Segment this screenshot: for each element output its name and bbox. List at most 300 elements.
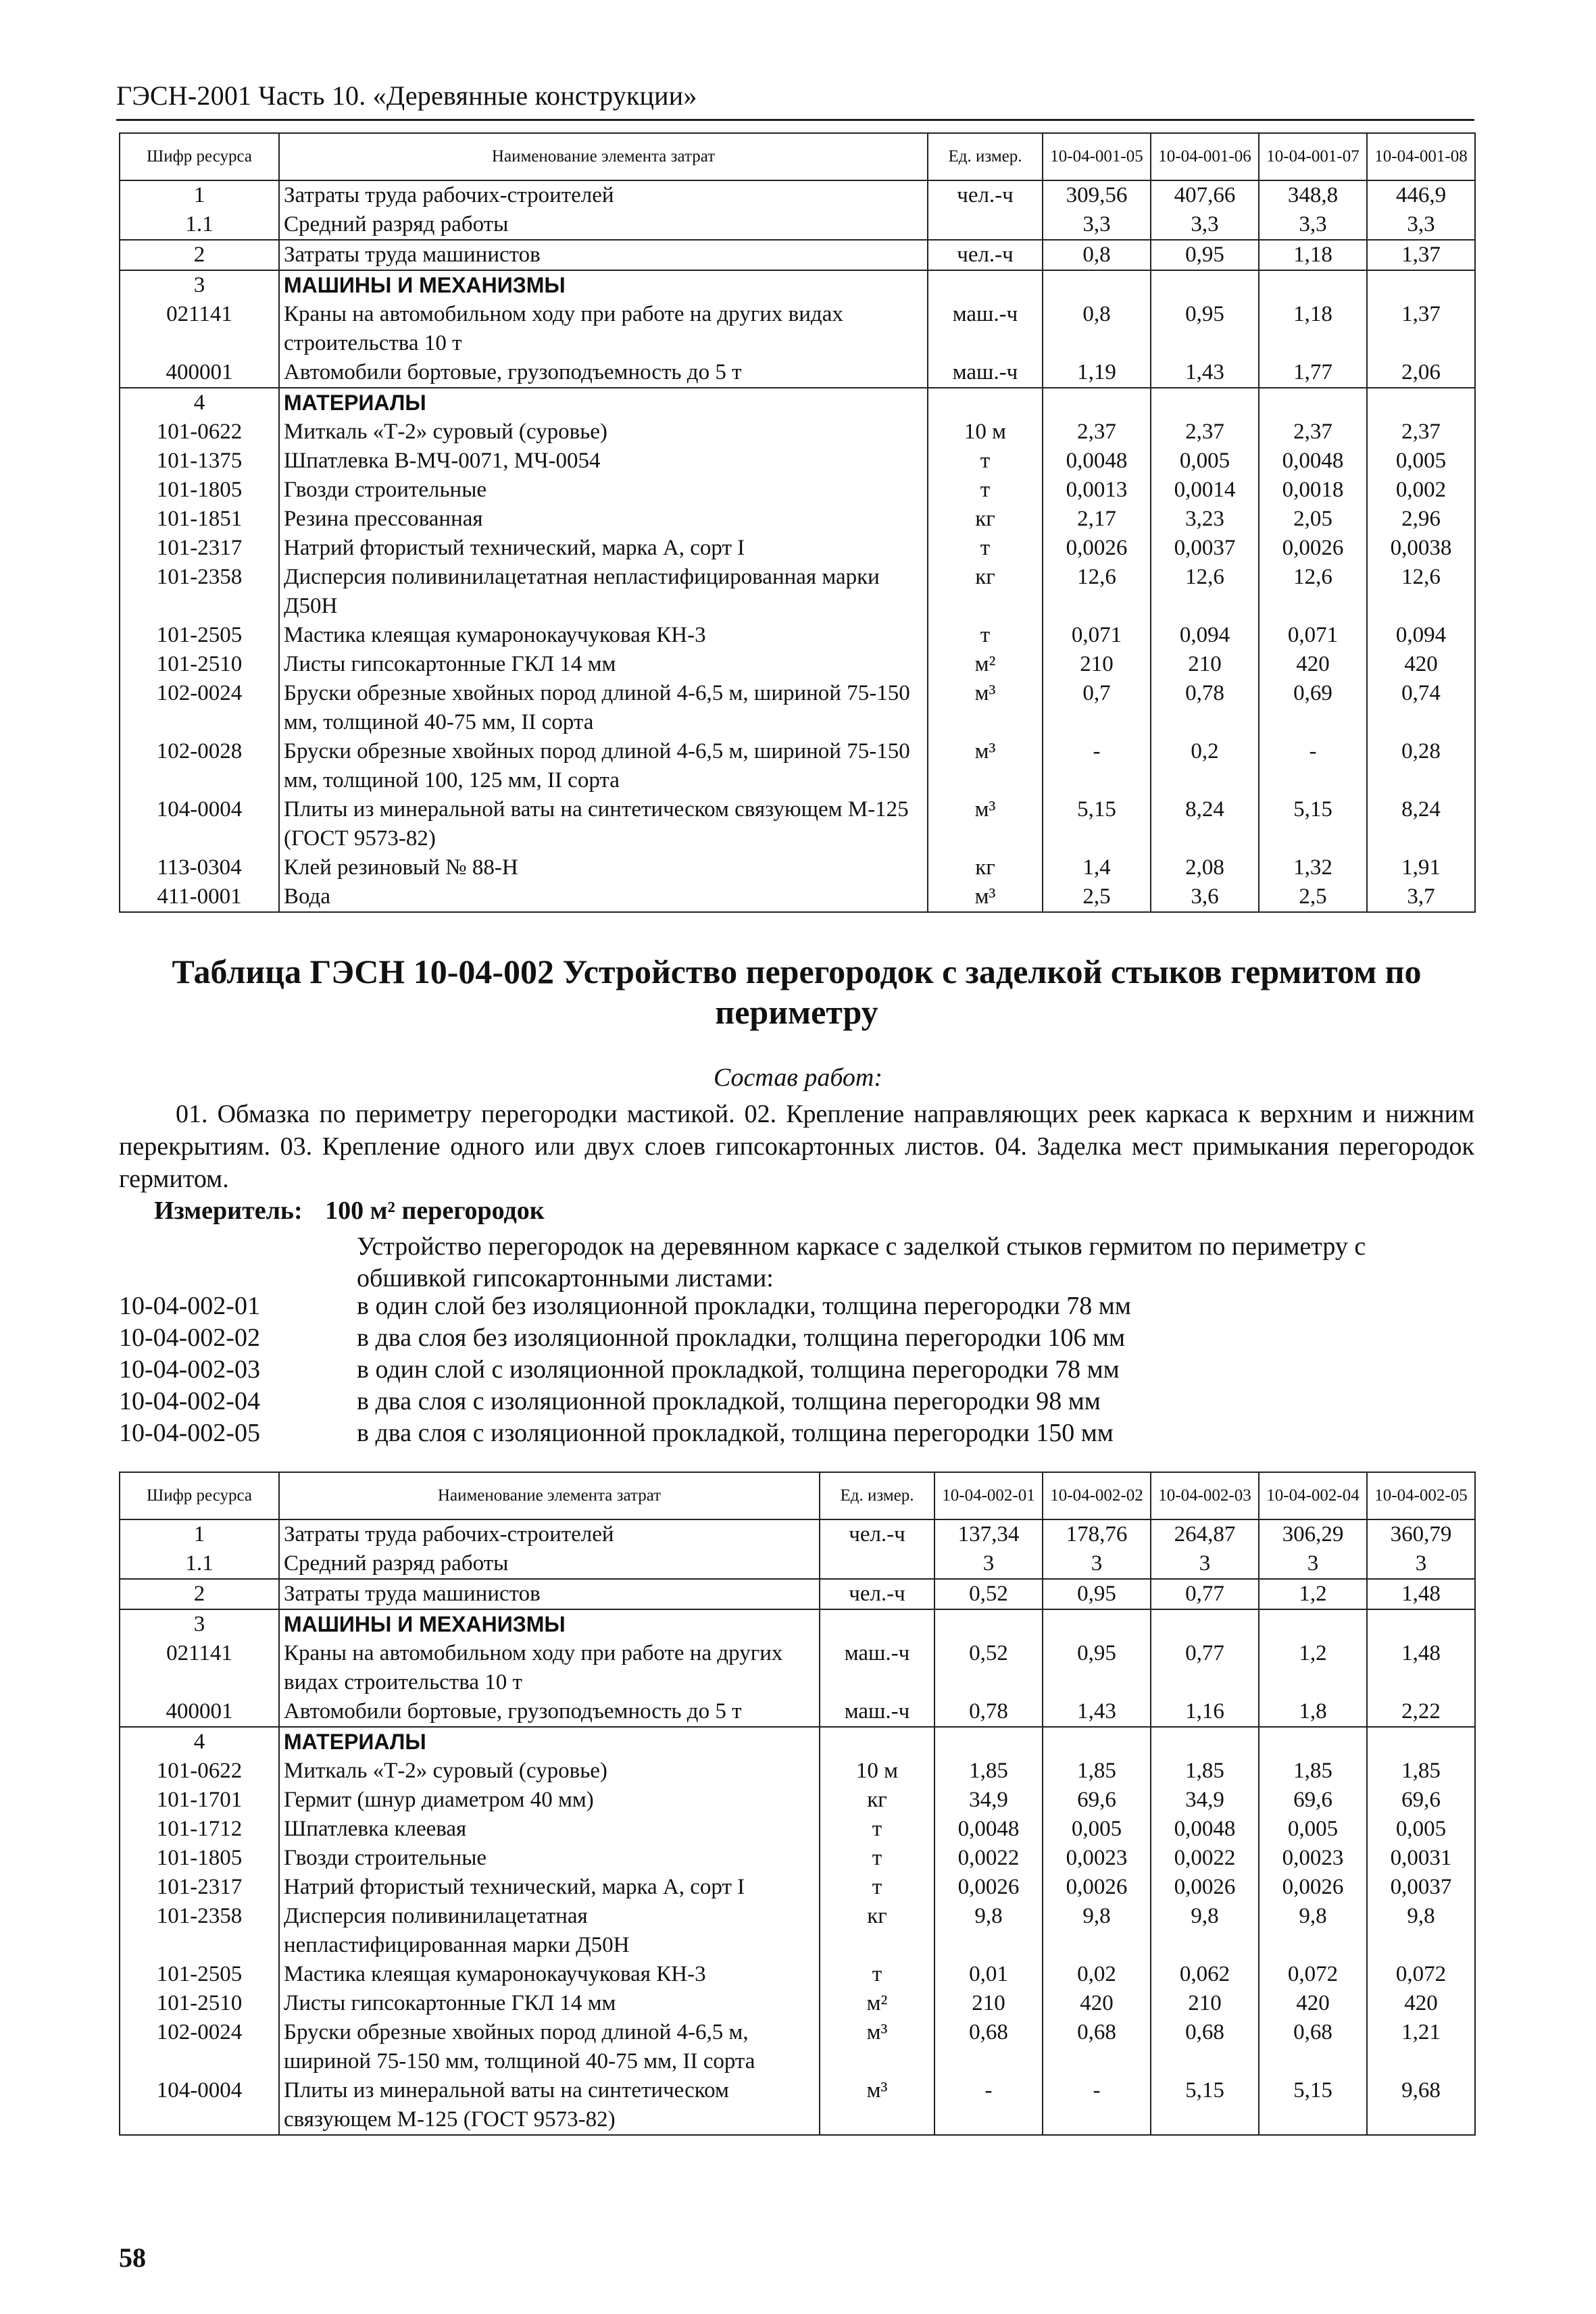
resource-name: Бруски обрезные хвойных пород длиной 4-6,5 м, шириной 75-150 мм, толщиной 100, 125 мм, II сорта	[279, 737, 928, 795]
norm-code-list	[119, 1290, 1474, 1449]
table-row	[120, 505, 1475, 534]
value-cell: 3	[1043, 1549, 1151, 1579]
value-cell: 0,52	[934, 1639, 1043, 1697]
resource-code: 102-0024	[120, 679, 279, 737]
resource-code: 1	[120, 1519, 279, 1549]
value-cell: 69,6	[1367, 1786, 1475, 1815]
value-cell: -	[1259, 737, 1367, 795]
resource-name: Гвозди строительные	[279, 1844, 820, 1873]
unit-cell	[928, 388, 1043, 418]
resource-name: Мастика клеящая кумаронокаучуковая КН-3	[279, 621, 928, 650]
header-col-1: 10-04-002-01	[934, 1472, 1043, 1519]
resource-code: 4	[120, 388, 279, 418]
table-row	[120, 476, 1475, 505]
value-cell: 1,21	[1367, 2018, 1475, 2076]
value-cell: 1,37	[1367, 300, 1475, 358]
resource-name: Затраты труда машинистов	[279, 240, 928, 270]
resource-code: 113-0304	[120, 853, 279, 882]
value-cell: 12,6	[1367, 563, 1475, 621]
value-cell: 0,094	[1151, 621, 1259, 650]
value-cell: 0,0048	[934, 1815, 1043, 1844]
resource-code: 1.1	[120, 210, 279, 240]
header-unit: Ед. измер.	[928, 133, 1043, 180]
value-cell: 1,91	[1367, 853, 1475, 882]
measure-label: Измеритель:	[154, 1197, 303, 1225]
value-cell	[934, 1609, 1043, 1639]
unit-cell: м³	[928, 679, 1043, 737]
value-cell: 12,6	[1259, 563, 1367, 621]
norm-code-description: в два слоя с изоляционной прокладкой, толщина перегородки 98 мм	[357, 1387, 1101, 1415]
norm-code-description: в один слой с изоляционной прокладкой, толщина перегородки 78 мм	[357, 1355, 1120, 1384]
table-row	[120, 679, 1475, 737]
table-row	[120, 853, 1475, 882]
norm-code-row	[119, 1290, 1474, 1322]
resource-code: 101-0622	[120, 418, 279, 447]
resource-name: Мастика клеящая кумаронокаучуковая КН-3	[279, 1960, 820, 1989]
value-cell: 0,69	[1259, 679, 1367, 737]
resource-code: 400001	[120, 1697, 279, 1727]
value-cell: 1,2	[1259, 1579, 1367, 1609]
resource-code: 104-0004	[120, 795, 279, 853]
unit-cell: т	[820, 1960, 934, 1989]
value-cell: 3	[934, 1549, 1043, 1579]
table-row	[120, 534, 1475, 563]
header-name: Наименование элемента затрат	[279, 1472, 820, 1519]
resource-code: 101-2510	[120, 1989, 279, 2018]
value-cell: 420	[1367, 650, 1475, 679]
value-cell: 3,3	[1043, 210, 1151, 240]
resource-name: Краны на автомобильном ходу при работе на других видах строительства 10 т	[279, 300, 928, 358]
norm-code-description: в один слой без изоляционной прокладки, толщина перегородки 78 мм	[357, 1292, 1131, 1320]
value-cell: -	[1043, 737, 1151, 795]
value-cell	[1367, 388, 1475, 418]
resource-code: 2	[120, 1579, 279, 1609]
value-cell: 0,0022	[1151, 1844, 1259, 1873]
value-cell: 0,78	[1151, 679, 1259, 737]
unit-cell: маш.-ч	[928, 358, 1043, 388]
value-cell: 0,78	[934, 1697, 1043, 1727]
unit-cell: м³	[928, 882, 1043, 912]
resource-name: Плиты из минеральной ваты на синтетическом связующем М-125 (ГОСТ 9573-82)	[279, 2076, 820, 2135]
work-composition-text: 01. Обмазка по периметру перегородки мастикой. 02. Крепление направляющих реек каркаса к верхним и нижним перекрытиям. 03. Крепление одного или двух слоев гипсокартонных листов. 04. Заделка мест примыкания перегородок гермитом.	[119, 1100, 1474, 1193]
resource-name: Гвозди строительные	[279, 476, 928, 505]
value-cell: 1,85	[1043, 1757, 1151, 1786]
unit-cell: чел.-ч	[820, 1519, 934, 1549]
unit-cell: т	[820, 1815, 934, 1844]
resource-code: 101-2317	[120, 1873, 279, 1902]
value-cell: 178,76	[1043, 1519, 1151, 1549]
value-cell: 446,9	[1367, 180, 1475, 210]
value-cell: 3,3	[1367, 210, 1475, 240]
unit-cell: т	[928, 476, 1043, 505]
value-cell: 5,15	[1259, 2076, 1367, 2135]
value-cell: 2,08	[1151, 853, 1259, 882]
resource-name: Шпатлевка клеевая	[279, 1815, 820, 1844]
value-cell: 0,0037	[1151, 534, 1259, 563]
resource-name: Затраты труда рабочих-строителей	[279, 180, 928, 210]
value-cell: 264,87	[1151, 1519, 1259, 1549]
value-cell: 0,77	[1151, 1579, 1259, 1609]
unit-cell	[928, 270, 1043, 300]
measure-line	[154, 1196, 545, 1226]
value-cell	[1367, 270, 1475, 300]
value-cell	[1043, 1727, 1151, 1757]
value-cell: 1,16	[1151, 1697, 1259, 1727]
value-cell	[1259, 1609, 1367, 1639]
value-cell: 1,32	[1259, 853, 1367, 882]
norm-code-description: в два слоя с изоляционной прокладкой, толщина перегородки 150 мм	[357, 1419, 1114, 1447]
resource-code: 102-0028	[120, 737, 279, 795]
value-cell	[1151, 1609, 1259, 1639]
norm-code-row	[119, 1322, 1474, 1354]
header-unit: Ед. измер.	[820, 1472, 934, 1519]
unit-cell: кг	[928, 505, 1043, 534]
value-cell: 5,15	[1043, 795, 1151, 853]
value-cell: 306,29	[1259, 1519, 1367, 1549]
value-cell: 1,8	[1259, 1697, 1367, 1727]
value-cell: 420	[1367, 1989, 1475, 2018]
table-row	[120, 795, 1475, 853]
value-cell: 2,05	[1259, 505, 1367, 534]
value-cell: 0,52	[934, 1579, 1043, 1609]
value-cell: 0,0026	[1259, 1873, 1367, 1902]
resource-name: Бруски обрезные хвойных пород длиной 4-6,5 м, шириной 75-150 мм, толщиной 40-75 мм, II сорта	[279, 679, 928, 737]
table-row	[120, 210, 1475, 240]
table-body	[120, 1519, 1475, 2135]
measure-value: 100 м² перегородок	[325, 1197, 545, 1225]
value-cell: 210	[1151, 650, 1259, 679]
unit-cell	[820, 1609, 934, 1639]
unit-cell: чел.-ч	[928, 180, 1043, 210]
unit-cell: маш.-ч	[820, 1697, 934, 1727]
value-cell: 0,95	[1043, 1579, 1151, 1609]
norm-code-description: в два слоя без изоляционной прокладки, толщина перегородки 106 мм	[357, 1324, 1126, 1352]
value-cell: 9,68	[1367, 2076, 1475, 2135]
header-col-3: 10-04-002-03	[1151, 1472, 1259, 1519]
value-cell: 1,85	[1259, 1757, 1367, 1786]
value-cell: 5,15	[1259, 795, 1367, 853]
value-cell	[1151, 388, 1259, 418]
value-cell: 9,8	[1043, 1902, 1151, 1960]
value-cell: 34,9	[934, 1786, 1043, 1815]
resource-code: 101-2358	[120, 1902, 279, 1960]
resource-name: Миткаль «Т-2» суровый (суровье)	[279, 418, 928, 447]
value-cell: 2,37	[1259, 418, 1367, 447]
unit-cell	[820, 1549, 934, 1579]
value-cell: 3,3	[1259, 210, 1367, 240]
value-cell: 0,005	[1367, 447, 1475, 476]
header-col-2: 10-04-001-06	[1151, 133, 1259, 180]
value-cell	[1151, 1727, 1259, 1757]
value-cell: 1,48	[1367, 1579, 1475, 1609]
value-cell: 9,8	[1151, 1902, 1259, 1960]
value-cell: 0,77	[1151, 1639, 1259, 1697]
value-cell: 2,37	[1151, 418, 1259, 447]
table-row	[120, 1902, 1475, 1960]
value-cell: 0,005	[1043, 1815, 1151, 1844]
unit-cell	[928, 210, 1043, 240]
table-row	[120, 1989, 1475, 2018]
value-cell: 210	[934, 1989, 1043, 2018]
value-cell: 1,18	[1259, 240, 1367, 270]
value-cell	[934, 1727, 1043, 1757]
norm-code-row	[119, 1354, 1474, 1386]
value-cell: 1,85	[934, 1757, 1043, 1786]
value-cell: 0,0022	[934, 1844, 1043, 1873]
resource-name: Клей резиновый № 88-Н	[279, 853, 928, 882]
norm-code: 10-04-002-03	[119, 1355, 260, 1384]
unit-cell: м³	[928, 737, 1043, 795]
value-cell: 0,8	[1043, 300, 1151, 358]
resource-code: 101-2317	[120, 534, 279, 563]
header-name: Наименование элемента затрат	[279, 133, 928, 180]
value-cell: 0,0026	[1043, 534, 1151, 563]
table-row	[120, 1960, 1475, 1989]
value-cell: 1,77	[1259, 358, 1367, 388]
table-row	[120, 1873, 1475, 1902]
value-cell: 0,0037	[1367, 1873, 1475, 1902]
value-cell: 0,005	[1259, 1815, 1367, 1844]
resource-code: 3	[120, 1609, 279, 1639]
unit-cell: кг	[928, 853, 1043, 882]
value-cell: 137,34	[934, 1519, 1043, 1549]
norm-code-row	[119, 1417, 1474, 1449]
value-cell: 2,37	[1043, 418, 1151, 447]
value-cell: 0,002	[1367, 476, 1475, 505]
unit-cell: кг	[820, 1786, 934, 1815]
header-col-1: 10-04-001-05	[1043, 133, 1151, 180]
value-cell: 2,17	[1043, 505, 1151, 534]
value-cell: 0,7	[1043, 679, 1151, 737]
value-cell	[1043, 388, 1151, 418]
value-cell	[1367, 1727, 1475, 1757]
unit-cell: м²	[820, 1989, 934, 2018]
table-row	[120, 1815, 1475, 1844]
value-cell: 34,9	[1151, 1786, 1259, 1815]
value-cell	[1151, 270, 1259, 300]
resource-name: Дисперсия поливинилацетатная непластифицированная марки Д50Н	[279, 1902, 820, 1960]
norm-code: 10-04-002-01	[119, 1292, 260, 1320]
unit-cell: маш.-ч	[928, 300, 1043, 358]
value-cell: 3	[1151, 1549, 1259, 1579]
value-cell: 1,43	[1043, 1697, 1151, 1727]
resource-code: 101-2505	[120, 1960, 279, 1989]
table-row	[120, 650, 1475, 679]
resource-code: 1	[120, 180, 279, 210]
value-cell: 3,7	[1367, 882, 1475, 912]
unit-cell: кг	[928, 563, 1043, 621]
table-row	[120, 1786, 1475, 1815]
value-cell: 1,43	[1151, 358, 1259, 388]
value-cell: 9,8	[1367, 1902, 1475, 1960]
resource-name: Гермит (шнур диаметром 40 мм)	[279, 1786, 820, 1815]
value-cell: 0,0048	[1043, 447, 1151, 476]
resource-code: 1.1	[120, 1549, 279, 1579]
value-cell: 0,28	[1367, 737, 1475, 795]
value-cell: 1,18	[1259, 300, 1367, 358]
value-cell: 3,23	[1151, 505, 1259, 534]
resource-name: Автомобили бортовые, грузоподъемность до 5 т	[279, 1697, 820, 1727]
resource-name: Автомобили бортовые, грузоподъемность до 5 т	[279, 358, 928, 388]
unit-cell: т	[928, 534, 1043, 563]
table-row	[120, 418, 1475, 447]
unit-cell	[820, 1727, 934, 1757]
unit-cell: т	[928, 621, 1043, 650]
resource-code: 101-1805	[120, 476, 279, 505]
resource-name: Листы гипсокартонные ГКЛ 14 мм	[279, 1989, 820, 2018]
resource-name: Натрий фтористый технический, марка А, сорт I	[279, 1873, 820, 1902]
value-cell: 0,094	[1367, 621, 1475, 650]
resource-name: МАТЕРИАЛЫ	[279, 388, 928, 418]
value-cell: 210	[1043, 650, 1151, 679]
resource-name: Резина прессованная	[279, 505, 928, 534]
table-row	[120, 358, 1475, 388]
resource-name: Затраты труда рабочих-строителей	[279, 1519, 820, 1549]
value-cell: 420	[1043, 1989, 1151, 2018]
value-cell: 9,8	[1259, 1902, 1367, 1960]
table-row	[120, 240, 1475, 270]
value-cell: 407,66	[1151, 180, 1259, 210]
resource-name: Миткаль «Т-2» суровый (суровье)	[279, 1757, 820, 1786]
value-cell: 348,8	[1259, 180, 1367, 210]
resource-name: МАТЕРИАЛЫ	[279, 1727, 820, 1757]
value-cell: 420	[1259, 1989, 1367, 2018]
value-cell: 1,4	[1043, 853, 1151, 882]
value-cell: 1,48	[1367, 1639, 1475, 1697]
value-cell: 0,0038	[1367, 534, 1475, 563]
value-cell: 0,68	[1259, 2018, 1367, 2076]
resource-name: Плиты из минеральной ваты на синтетическом связующем М-125 (ГОСТ 9573-82)	[279, 795, 928, 853]
value-cell: 0,072	[1259, 1960, 1367, 1989]
resource-code: 101-1712	[120, 1815, 279, 1844]
table-row	[120, 180, 1475, 210]
value-cell: 210	[1151, 1989, 1259, 2018]
value-cell: 0,0026	[1151, 1873, 1259, 1902]
value-cell: 420	[1259, 650, 1367, 679]
value-cell: 69,6	[1043, 1786, 1151, 1815]
resource-code: 101-1805	[120, 1844, 279, 1873]
value-cell: 2,06	[1367, 358, 1475, 388]
resource-code: 101-2358	[120, 563, 279, 621]
resource-name: Средний разряд работы	[279, 1549, 820, 1579]
value-cell: 1,85	[1367, 1757, 1475, 1786]
header-rule	[116, 119, 1474, 121]
table-row	[120, 447, 1475, 476]
resource-code: 101-1851	[120, 505, 279, 534]
value-cell: -	[934, 2076, 1043, 2135]
value-cell: 3,6	[1151, 882, 1259, 912]
unit-cell: т	[928, 447, 1043, 476]
value-cell: 0,68	[934, 2018, 1043, 2076]
resource-name: Натрий фтористый технический, марка А, сорт I	[279, 534, 928, 563]
value-cell: 0,0014	[1151, 476, 1259, 505]
value-cell: 0,74	[1367, 679, 1475, 737]
norm-code-row	[119, 1386, 1474, 1417]
table-row	[120, 563, 1475, 621]
value-cell	[1259, 270, 1367, 300]
value-cell: 3,3	[1151, 210, 1259, 240]
header-col-4: 10-04-002-04	[1259, 1472, 1367, 1519]
table-row	[120, 1844, 1475, 1873]
value-cell: 0,0031	[1367, 1844, 1475, 1873]
work-composition-label: Состав работ:	[713, 1063, 883, 1092]
resource-table-10-04-001	[119, 132, 1476, 913]
unit-cell: м³	[820, 2076, 934, 2135]
value-cell: 2,37	[1367, 418, 1475, 447]
table-row	[120, 388, 1475, 418]
value-cell: 1,85	[1151, 1757, 1259, 1786]
value-cell: 3	[1259, 1549, 1367, 1579]
value-cell: 2,22	[1367, 1697, 1475, 1727]
value-cell: 2,96	[1367, 505, 1475, 534]
resource-code: 3	[120, 270, 279, 300]
value-cell: 0,2	[1151, 737, 1259, 795]
value-cell: 0,062	[1151, 1960, 1259, 1989]
value-cell: 0,95	[1043, 1639, 1151, 1697]
resource-code: 2	[120, 240, 279, 270]
table-row	[120, 2018, 1475, 2076]
resource-code: 101-2505	[120, 621, 279, 650]
norm-code: 10-04-002-05	[119, 1419, 260, 1447]
header-code: Шифр ресурса	[120, 1472, 279, 1519]
table-row	[120, 882, 1475, 912]
norm-code: 10-04-002-02	[119, 1324, 260, 1352]
value-cell: 0,95	[1151, 240, 1259, 270]
value-cell: 3	[1367, 1549, 1475, 1579]
running-head: ГЭСН-2001 Часть 10. «Деревянные конструкции»	[116, 80, 697, 111]
value-cell: 0,005	[1151, 447, 1259, 476]
value-cell: 0,072	[1367, 1960, 1475, 1989]
value-cell: 0,0026	[934, 1873, 1043, 1902]
table-title: Таблица ГЭСН 10-04-002 Устройство перегородок с заделкой стыков гермитом по периметру	[172, 953, 1422, 1031]
header-col-3: 10-04-001-07	[1259, 133, 1367, 180]
table-row	[120, 621, 1475, 650]
resource-name: Средний разряд работы	[279, 210, 928, 240]
value-cell	[1259, 1727, 1367, 1757]
table-body	[120, 180, 1475, 912]
resource-code: 101-2510	[120, 650, 279, 679]
value-cell: 0,01	[934, 1960, 1043, 1989]
value-cell: 0,68	[1043, 2018, 1151, 2076]
value-cell: 12,6	[1043, 563, 1151, 621]
value-cell: 0,0018	[1259, 476, 1367, 505]
unit-cell: чел.-ч	[928, 240, 1043, 270]
value-cell: 0,0048	[1259, 447, 1367, 476]
resource-code: 021141	[120, 1639, 279, 1697]
value-cell: 69,6	[1259, 1786, 1367, 1815]
resource-name: МАШИНЫ И МЕХАНИЗМЫ	[279, 270, 928, 300]
table-row	[120, 1609, 1475, 1639]
unit-cell: маш.-ч	[820, 1639, 934, 1697]
table-row	[120, 1519, 1475, 1549]
value-cell: 1,19	[1043, 358, 1151, 388]
resource-code: 4	[120, 1727, 279, 1757]
value-cell: 0,0026	[1043, 1873, 1151, 1902]
value-cell: 0,0013	[1043, 476, 1151, 505]
resource-code: 101-0622	[120, 1757, 279, 1786]
value-cell: 2,5	[1259, 882, 1367, 912]
value-cell	[1043, 1609, 1151, 1639]
resource-code: 102-0024	[120, 2018, 279, 2076]
value-cell	[1043, 270, 1151, 300]
table-row	[120, 1639, 1475, 1697]
value-cell: 8,24	[1367, 795, 1475, 853]
resource-code: 101-1375	[120, 447, 279, 476]
value-cell: 0,0023	[1043, 1844, 1151, 1873]
unit-cell: м³	[928, 795, 1043, 853]
resource-name: Шпатлевка В-МЧ-0071, МЧ-0054	[279, 447, 928, 476]
resource-table-10-04-002	[119, 1472, 1476, 2136]
